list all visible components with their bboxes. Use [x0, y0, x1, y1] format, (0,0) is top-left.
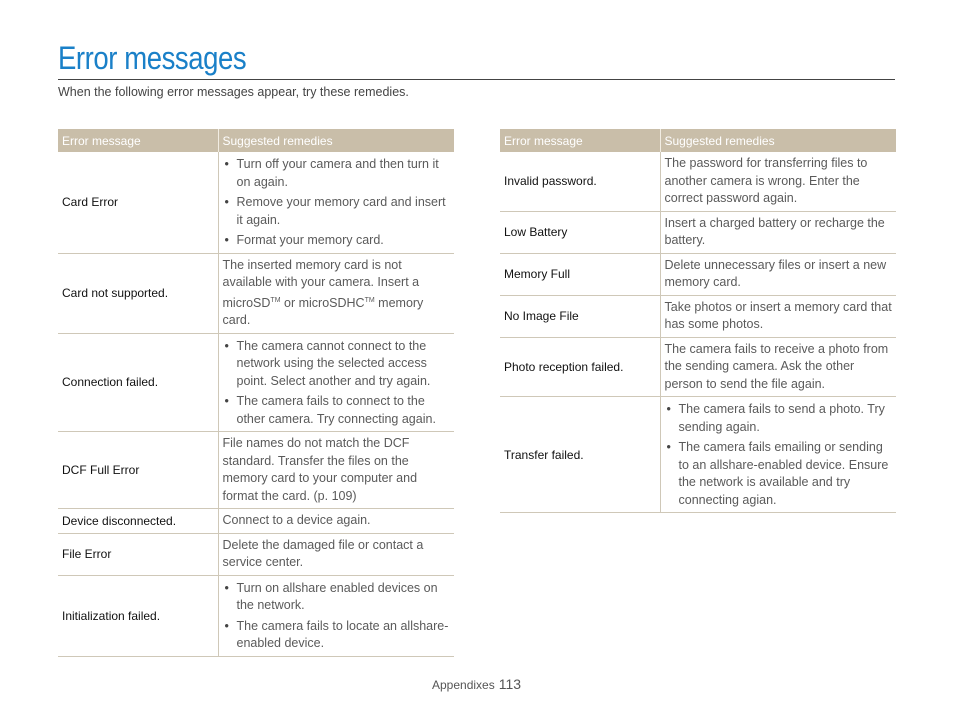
remedy-text: The inserted memory card is not available with your camera. Insert a microSD — [222, 257, 420, 310]
page-title: Error messages — [58, 40, 247, 76]
table-row — [500, 253, 896, 295]
remedy-cell: Insert a charged battery or recharge the battery. — [660, 211, 896, 253]
table-row — [500, 211, 896, 253]
remedy-cell: Delete the damaged file or contact a service center. — [218, 533, 454, 575]
remedy-item: • The camera cannot connect to the network using the selected access point. Select another and try again. — [223, 338, 451, 391]
error-message-cell: File Error — [58, 533, 218, 575]
error-message-cell: No Image File — [500, 295, 660, 337]
remedy-list — [665, 401, 893, 509]
error-message-cell: Card not supported. — [58, 253, 218, 333]
table-row — [58, 432, 454, 509]
table-row — [58, 575, 454, 656]
remedy-item: • Turn off your camera and then turn it on again. — [223, 156, 451, 191]
table-row — [500, 397, 896, 513]
remedy-cell: The password for transferring files to another camera is wrong. Enter the correct password again. — [660, 152, 896, 211]
remedy-item: • Format your memory card. — [223, 232, 451, 250]
remedy-text: or microSDHC — [280, 295, 365, 310]
error-table-right — [500, 129, 896, 513]
table-row — [58, 533, 454, 575]
table-row — [500, 152, 896, 211]
remedy-cell: Take photos or insert a memory card that has some photos. — [660, 295, 896, 337]
footer-section-label: Appendixes — [432, 678, 495, 692]
page-footer — [432, 676, 521, 694]
remedy-item: • The camera fails to locate an allshare-enabled device. — [223, 618, 451, 653]
error-message-cell: Memory Full — [500, 253, 660, 295]
remedy-cell: Delete unnecessary files or insert a new memory card. — [660, 253, 896, 295]
remedy-text: memory card. — [222, 295, 424, 328]
table-header-row — [58, 129, 454, 152]
remedy-cell — [218, 333, 454, 432]
remedy-item: • The camera fails to send a photo. Try sending again. — [665, 401, 893, 436]
intro-text: When the following error messages appear, try these remedies. — [58, 85, 409, 99]
table-row — [58, 253, 454, 333]
remedy-cell: The camera fails to receive a photo from the sending camera. Ask the other person to send the file again. — [660, 337, 896, 397]
error-message-cell: Transfer failed. — [500, 397, 660, 513]
table-row — [500, 337, 896, 397]
remedy-item: • The camera fails emailing or sending to an allshare-enabled device. Ensure the network is available and try connecting agian. — [665, 439, 893, 509]
page-number: 113 — [498, 676, 522, 692]
trademark-mark: TM — [364, 296, 375, 304]
table-header-row — [500, 129, 896, 152]
table-row — [58, 152, 454, 253]
remedy-cell — [218, 575, 454, 656]
error-message-cell: Device disconnected. — [58, 509, 218, 534]
error-message-cell: Photo reception failed. — [500, 337, 660, 397]
remedy-cell — [218, 152, 454, 253]
error-table-left — [58, 129, 454, 657]
error-message-cell: Low Battery — [500, 211, 660, 253]
remedy-list — [223, 338, 451, 429]
column-header-error-message: Error message — [58, 129, 218, 152]
remedy-cell — [660, 397, 896, 513]
table-row — [58, 333, 454, 432]
trademark-mark: TM — [270, 296, 281, 304]
column-header-suggested-remedies: Suggested remedies — [218, 129, 454, 152]
error-message-cell: Card Error — [58, 152, 218, 253]
remedy-cell: Connect to a device again. — [218, 509, 454, 534]
table-row — [58, 509, 454, 534]
remedy-item: • Remove your memory card and insert it again. — [223, 194, 451, 229]
remedy-item: • Turn on allshare enabled devices on the network. — [223, 580, 451, 615]
column-header-error-message: Error message — [500, 129, 660, 152]
remedy-cell — [218, 253, 454, 333]
error-message-cell: DCF Full Error — [58, 432, 218, 509]
error-message-cell: Invalid password. — [500, 152, 660, 211]
remedy-cell: File names do not match the DCF standard. Transfer the files on the memory card to your computer and format the card. (p. 109) — [218, 432, 454, 509]
remedy-list — [223, 580, 451, 653]
remedy-list — [223, 156, 451, 250]
remedy-item: • The camera fails to connect to the other camera. Try connecting again. — [223, 393, 451, 428]
table-row — [500, 295, 896, 337]
title-divider — [58, 79, 895, 80]
error-message-cell: Initialization failed. — [58, 575, 218, 656]
error-message-cell: Connection failed. — [58, 333, 218, 432]
column-header-suggested-remedies: Suggested remedies — [660, 129, 896, 152]
